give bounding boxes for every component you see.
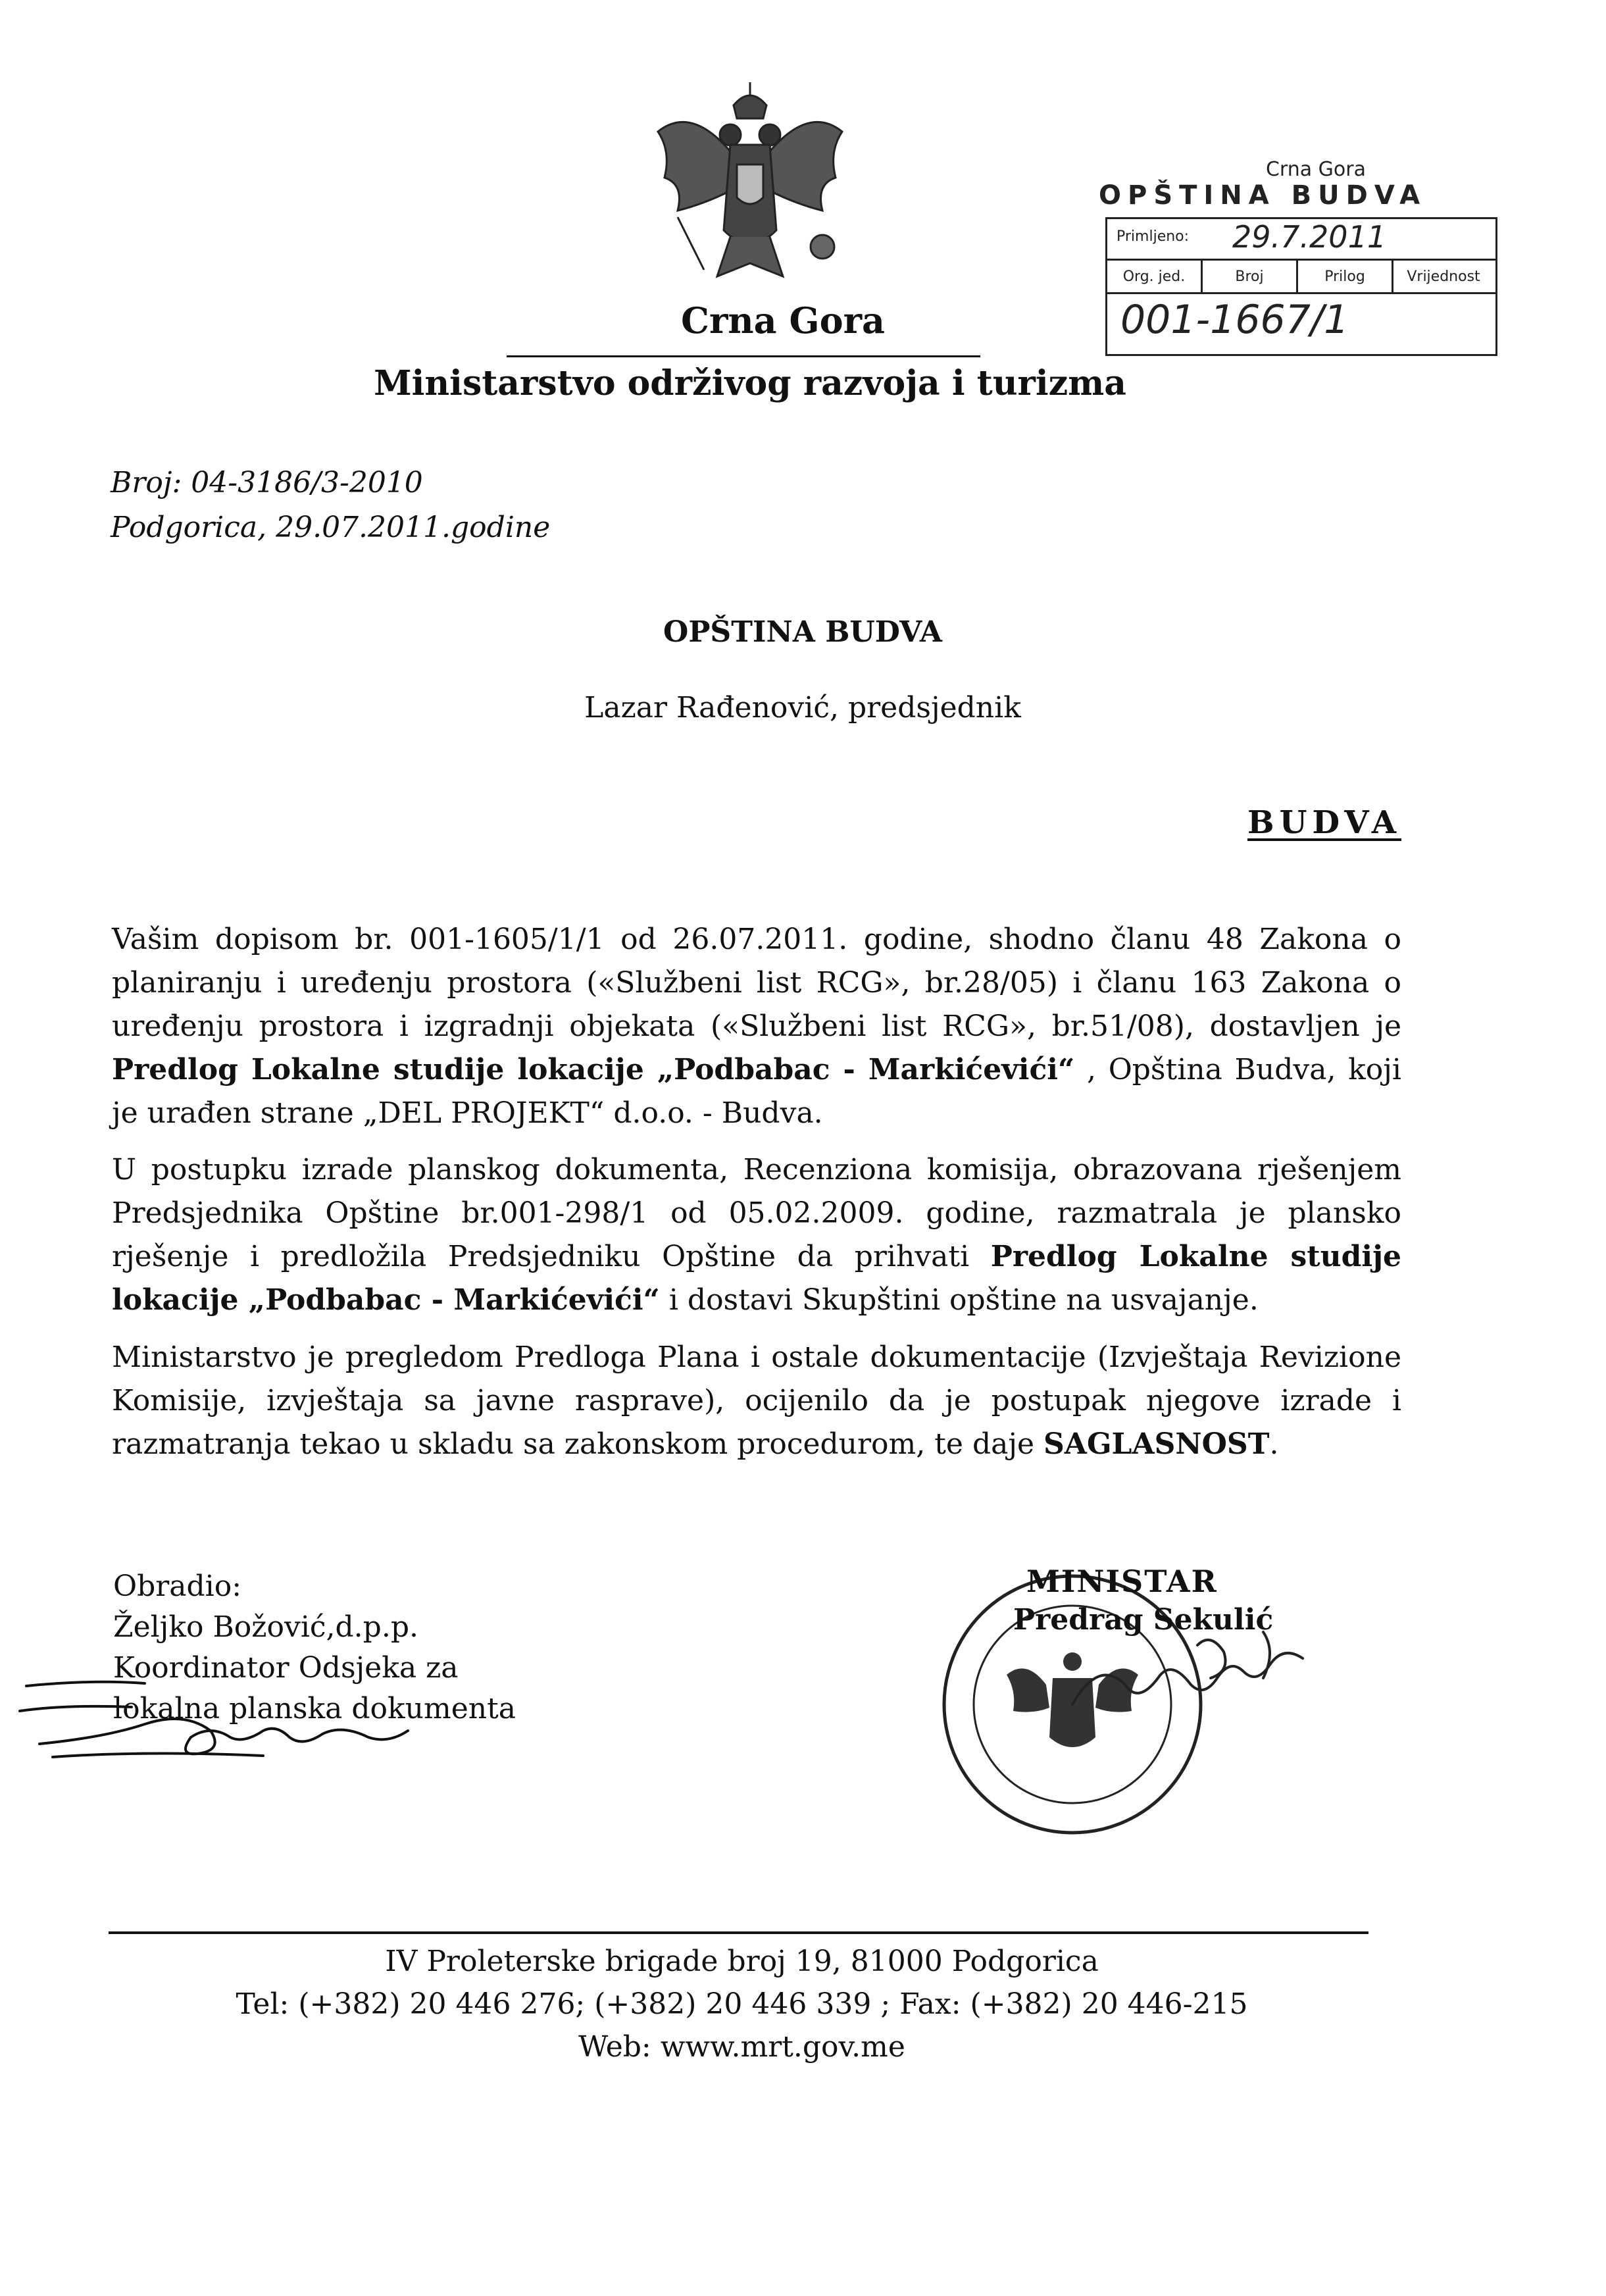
- stamp-box: [1105, 217, 1497, 356]
- stamp-columns-row: [1107, 261, 1495, 294]
- footer-address: IV Proleterske brigade broj 19, 81000 Podgorica: [385, 1945, 1099, 1978]
- minister-title: MINISTAR: [1026, 1564, 1218, 1599]
- stamp-col-value: Vrijednost: [1407, 268, 1480, 285]
- stamp-received-row: [1107, 219, 1495, 261]
- prepared-by-label: Obradio:: [113, 1569, 242, 1603]
- body-paragraph-2: [112, 1148, 1401, 1322]
- p3-text-a: Ministarstvo je pregledom Predloga Plana i ostale dokumentacije (Izvještaja Revizione Komisije, izvještaja sa javne rasprave), ocijenilo da je postupak njegove izrade i razmatranja tekao u skladu sa zakonskom procedurom, te daje: [112, 1340, 1401, 1461]
- footer-phones: Tel: (+382) 20 446 276; (+382) 20 446 339 ; Fax: (+382) 20 446-215: [236, 1987, 1248, 2021]
- p2-text-a: U postupku izrade planskog dokumenta, Recenziona komisija, obrazovana rješenjem Predsjednika Opštine br.001-298/1 od 05.02.2009. godine, razmatrala je plansko rješenje i predložila Predsjedniku Opštine da prihvati: [112, 1153, 1401, 1273]
- p3-text-c: .: [1269, 1427, 1279, 1461]
- stamp-col-number: Broj: [1203, 261, 1298, 292]
- p3-consent: SAGLASNOST: [1043, 1427, 1270, 1461]
- addressee-person: Lazar Rađenović, predsjednik: [584, 691, 1021, 725]
- coat-of-arms-icon: [632, 79, 868, 296]
- body-paragraph-3: [112, 1336, 1401, 1466]
- prepared-by-role-1: Koordinator Odsjeka za: [113, 1651, 459, 1685]
- stamp-received-date: 29.7.2011: [1232, 219, 1387, 255]
- stamp-registry-number: 001-1667/1: [1120, 297, 1349, 343]
- stamp-country: Crna Gora: [1265, 158, 1366, 181]
- p2-text-c: i dostavi Skupštini opštine na usvajanje.: [668, 1283, 1259, 1317]
- handwritten-signature-right: [1046, 1606, 1322, 1737]
- p2-plan-name: Predlog Lokalne studije lokacije „Podbabac - Markićevići“: [112, 1240, 1401, 1317]
- p1-plan-name: Predlog Lokalne studije lokacije „Podbabac - Markićevići“: [112, 1053, 1075, 1086]
- p1-text-c: , Opština Budva, koji je urađen strane „DEL PROJEKT“ d.o.o. - Budva.: [112, 1053, 1401, 1130]
- reference-place-date: Podgorica, 29.07.2011.godine: [111, 511, 551, 544]
- stamp-received-label: Primljeno:: [1117, 228, 1190, 245]
- header-ministry: Ministarstvo održivog razvoja i turizma: [374, 363, 1126, 403]
- p1-text-a: Vašim dopisom br. 001-1605/1/1 od 26.07.2011. godine, shodno članu 48 Zakona o planiranju i uređenju prostora («Službeni list RCG», br.28/05) i članu 163 Zakona o uređenju prostora i izgradnji objekata («Službeni list RCG», br.51/08), dostavljen je: [112, 923, 1401, 1043]
- reference-number: Broj: 04-3186/3-2010: [111, 466, 423, 499]
- handwritten-signature-left: [13, 1665, 434, 1770]
- prepared-by-name: Željko Božović,d.p.p.: [113, 1610, 418, 1644]
- footer-divider: [109, 1931, 1368, 1934]
- reception-stamp: [1079, 158, 1500, 369]
- footer-web: Web: www.mrt.gov.me: [578, 2030, 905, 2064]
- reference-block: [111, 461, 550, 550]
- header-divider: [507, 355, 980, 357]
- stamp-col-attachment: Prilog: [1298, 261, 1393, 292]
- minister-name: Predrag Sekulić: [1013, 1603, 1274, 1637]
- stamp-municipality: OPŠTINA BUDVA: [1099, 180, 1427, 211]
- body-paragraph-1: [112, 918, 1401, 1135]
- stamp-col-org: Org. jed.: [1107, 261, 1203, 292]
- header-country: Crna Gora: [680, 299, 886, 342]
- addressee-city: BUDVA: [1247, 804, 1401, 841]
- addressee-name: OPŠTINA BUDVA: [663, 615, 942, 649]
- prepared-by-role-2: lokalna planska dokumenta: [113, 1692, 516, 1725]
